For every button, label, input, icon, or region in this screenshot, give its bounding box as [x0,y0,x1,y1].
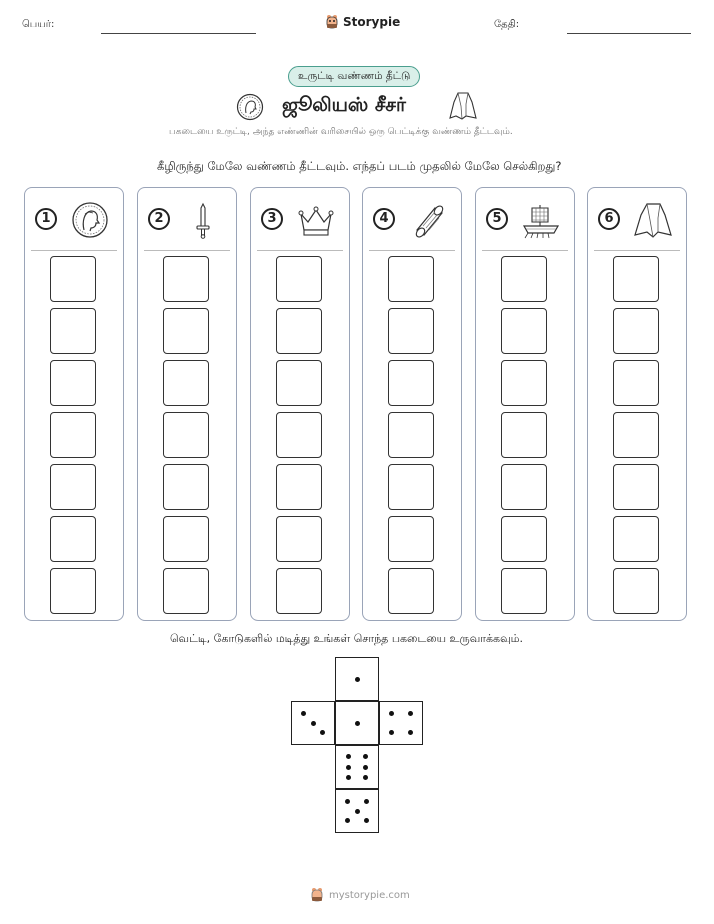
column-number: 5 [486,208,508,230]
die-face-1 [335,701,379,745]
color-box[interactable] [613,412,659,458]
page-subtitle: பகடையை உருட்டி, அந்த எண்ணின் வரிசையில் ஒரு பெட்டிக்கு வண்ணம் தீட்டவும். [169,127,513,137]
color-box[interactable] [276,308,322,354]
color-box[interactable] [613,464,659,510]
die-face-4 [379,701,423,745]
column-divider [369,250,455,251]
column-3 [250,187,350,621]
die-pip [389,730,394,735]
color-box[interactable] [613,568,659,614]
color-box[interactable] [163,516,209,562]
column-6 [587,187,687,621]
column-1 [24,187,124,621]
cape-icon [448,90,478,122]
cape-icon [632,200,674,240]
color-box[interactable] [501,464,547,510]
color-box[interactable] [388,308,434,354]
color-box[interactable] [276,516,322,562]
coin-icon [236,93,264,121]
color-box[interactable] [163,568,209,614]
column-divider [144,250,230,251]
color-box[interactable] [501,568,547,614]
die-pip [408,711,413,716]
die-pip [346,775,351,780]
color-box[interactable] [50,568,96,614]
sword-icon [182,200,224,240]
die-pip [364,799,369,804]
die-pip [389,711,394,716]
footer [310,887,410,903]
color-box[interactable] [276,464,322,510]
color-box[interactable] [613,308,659,354]
die-pip [355,721,360,726]
die-pip [364,818,369,823]
ship-icon [520,200,562,240]
column-divider [31,250,117,251]
color-box[interactable] [388,412,434,458]
column-2 [137,187,237,621]
color-box[interactable] [501,412,547,458]
dice-instruction: வெட்டி, கோடுகளில் மடித்து உங்கள் சொந்த பகடையை உருவாக்கவும். [170,632,523,645]
storypie-mascot-icon [325,14,339,30]
die-pip [345,818,350,823]
column-divider [482,250,568,251]
color-box[interactable] [388,568,434,614]
column-5 [475,187,575,621]
column-divider [594,250,680,251]
die-pip [346,765,351,770]
color-box[interactable] [50,360,96,406]
column-4 [362,187,462,621]
color-box[interactable] [276,568,322,614]
color-box[interactable] [501,308,547,354]
color-box[interactable] [50,256,96,302]
die-pip [320,730,325,735]
brand-name: Storypie [343,15,401,29]
color-box[interactable] [613,256,659,302]
crown-icon [295,200,337,240]
color-box[interactable] [276,256,322,302]
die-pip [363,765,368,770]
date-label: தேதி: [494,19,520,30]
color-box[interactable] [388,464,434,510]
color-box[interactable] [388,256,434,302]
coin-icon [69,200,111,240]
color-box[interactable] [50,516,96,562]
storypie-mascot-icon [310,887,324,903]
color-box[interactable] [388,360,434,406]
color-box[interactable] [501,516,547,562]
brand-logo [325,14,400,30]
die-pip [311,721,316,726]
die-pip [355,677,360,682]
color-box[interactable] [163,256,209,302]
column-divider [257,250,343,251]
column-number: 6 [598,208,620,230]
column-number: 2 [148,208,170,230]
color-box[interactable] [501,360,547,406]
column-number: 4 [373,208,395,230]
die-pip [346,754,351,759]
name-label: பெயர்: [22,19,55,30]
footer-url: mystorypie.com [329,889,410,901]
date-field[interactable] [567,33,691,34]
die-pip [345,799,350,804]
die-pip [408,730,413,735]
activity-badge: உருட்டி வண்ணம் தீட்டு [288,66,420,87]
die-face-1 [335,657,379,701]
die-pip [301,711,306,716]
question-text: கீழிருந்து மேலே வண்ணம் தீட்டவும். எந்தப் படம் முதலில் மேலே செல்கிறது? [157,159,562,173]
color-box[interactable] [50,464,96,510]
die-pip [363,754,368,759]
color-box[interactable] [163,360,209,406]
color-box[interactable] [163,412,209,458]
page-title: ஜூலியஸ் சீசர் [282,94,406,116]
die-face-6 [335,745,379,789]
color-box[interactable] [276,360,322,406]
color-box[interactable] [276,412,322,458]
die-pip [355,809,360,814]
color-box[interactable] [388,516,434,562]
color-box[interactable] [163,308,209,354]
color-box[interactable] [163,464,209,510]
column-number: 1 [35,208,57,230]
name-field[interactable] [101,33,256,34]
color-box[interactable] [50,412,96,458]
die-face-5 [335,789,379,833]
die-pip [363,775,368,780]
scroll-icon [407,200,449,240]
color-box[interactable] [613,360,659,406]
color-box[interactable] [613,516,659,562]
color-box[interactable] [50,308,96,354]
die-face-3 [291,701,335,745]
column-number: 3 [261,208,283,230]
color-box[interactable] [501,256,547,302]
